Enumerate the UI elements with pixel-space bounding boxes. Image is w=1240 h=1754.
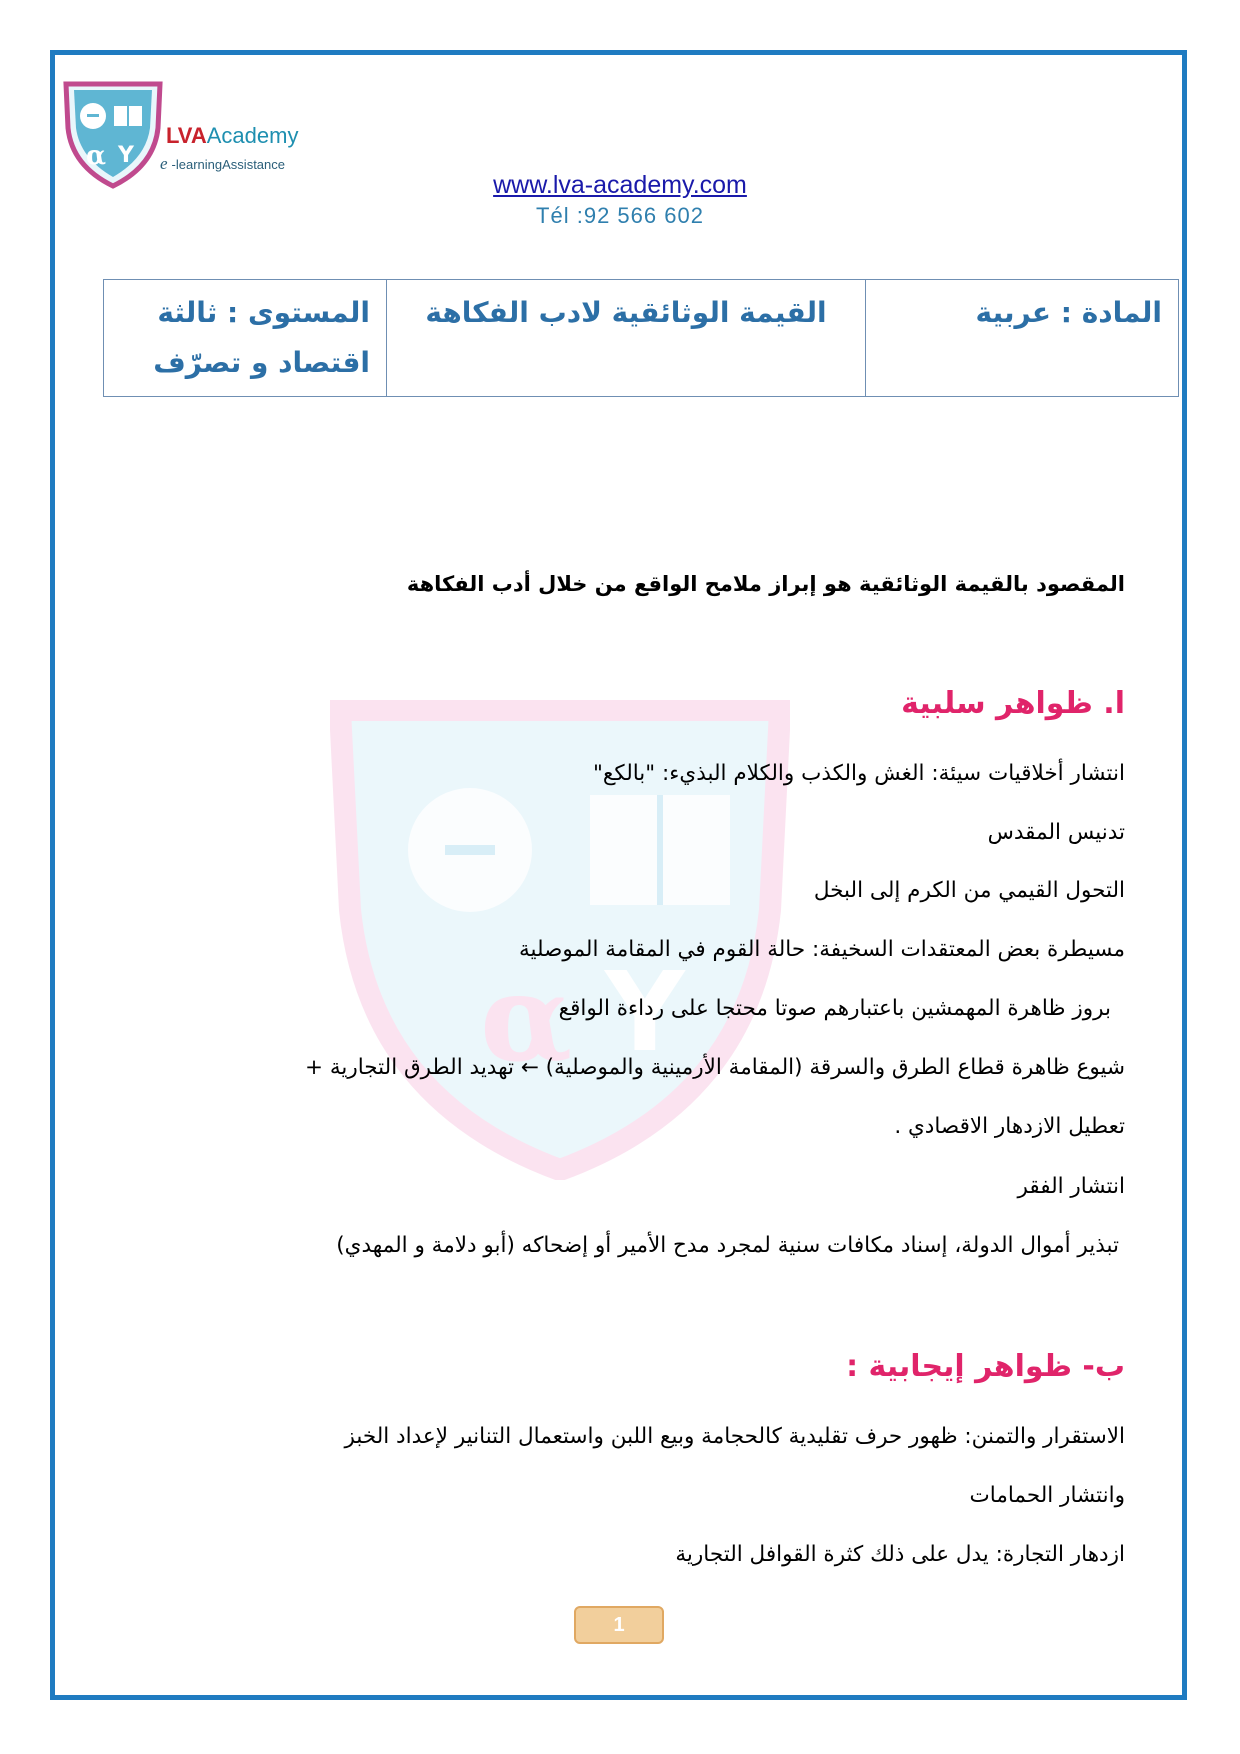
svg-text:α: α — [86, 141, 107, 171]
website-link[interactable]: www.lva-academy.com — [493, 171, 747, 199]
negative-item: انتشار أخلاقيات سيئة: الغش والكذب والكلام البذيء: "بالكع" — [593, 761, 1125, 786]
lesson-title-cell: القيمة الوثائقية لادب الفكاهة — [387, 280, 866, 397]
negative-item: مسيطرة بعض المعتقدات السخيفة: حالة القوم في المقامة الموصلية — [518, 937, 1125, 962]
negative-item: بروز ظاهرة المهمشين باعتبارهم صوتا محتجا على رداءة الواقع — [558, 996, 1111, 1021]
negative-phenomena-heading: ا. ظواهر سلبية — [901, 686, 1125, 721]
svg-text:Y: Y — [118, 143, 134, 168]
svg-text:α: α — [480, 948, 573, 1089]
brand-tagline: e -learningAssistance — [160, 154, 285, 173]
negative-item: تدنيس المقدس — [987, 820, 1125, 845]
positive-item: وانتشار الحمامات — [969, 1483, 1125, 1508]
subject-cell: المادة : عربية — [866, 280, 1179, 397]
intro-definition: المقصود بالقيمة الوثائقية هو إبراز ملامح الواقع من خلال أدب الفكاهة — [406, 572, 1125, 596]
positive-item: الاستقرار والتمنن: ظهور حرف تقليدية كالحجامة وبيع اللبن واستعمال التنانير لإعداد الخبز — [344, 1424, 1125, 1449]
level-cell: المستوى : ثالثة اقتصاد و تصرّف — [104, 280, 387, 397]
negative-item: تعطيل الازدهار الاقصادي . — [894, 1114, 1125, 1139]
positive-item: ازدهار التجارة: يدل على ذلك كثرة القوافل التجارية — [675, 1542, 1125, 1567]
phone-number: Tél :92 566 602 — [536, 203, 704, 228]
negative-item: انتشار الفقر — [1017, 1174, 1125, 1199]
negative-item: تبذير أموال الدولة، إسناد مكافات سنية لمجرد مدح الأمير أو إضحاكه (أبو دلامة و المهدي) — [336, 1233, 1119, 1258]
info-table — [103, 279, 1179, 397]
negative-item: شيوع ظاهرة قطاع الطرق والسرقة (المقامة الأرمينية والموصلية) ← تهديد الطرق التجارية + — [304, 1055, 1125, 1080]
brand-name: LVAAcademy — [166, 123, 299, 148]
positive-phenomena-heading: ب- ظواهر إيجابية : — [846, 1349, 1125, 1384]
page-number: 1 — [574, 1606, 664, 1644]
svg-text:Y: Y — [605, 948, 685, 1076]
negative-item: التحول القيمي من الكرم إلى البخل — [813, 878, 1125, 903]
